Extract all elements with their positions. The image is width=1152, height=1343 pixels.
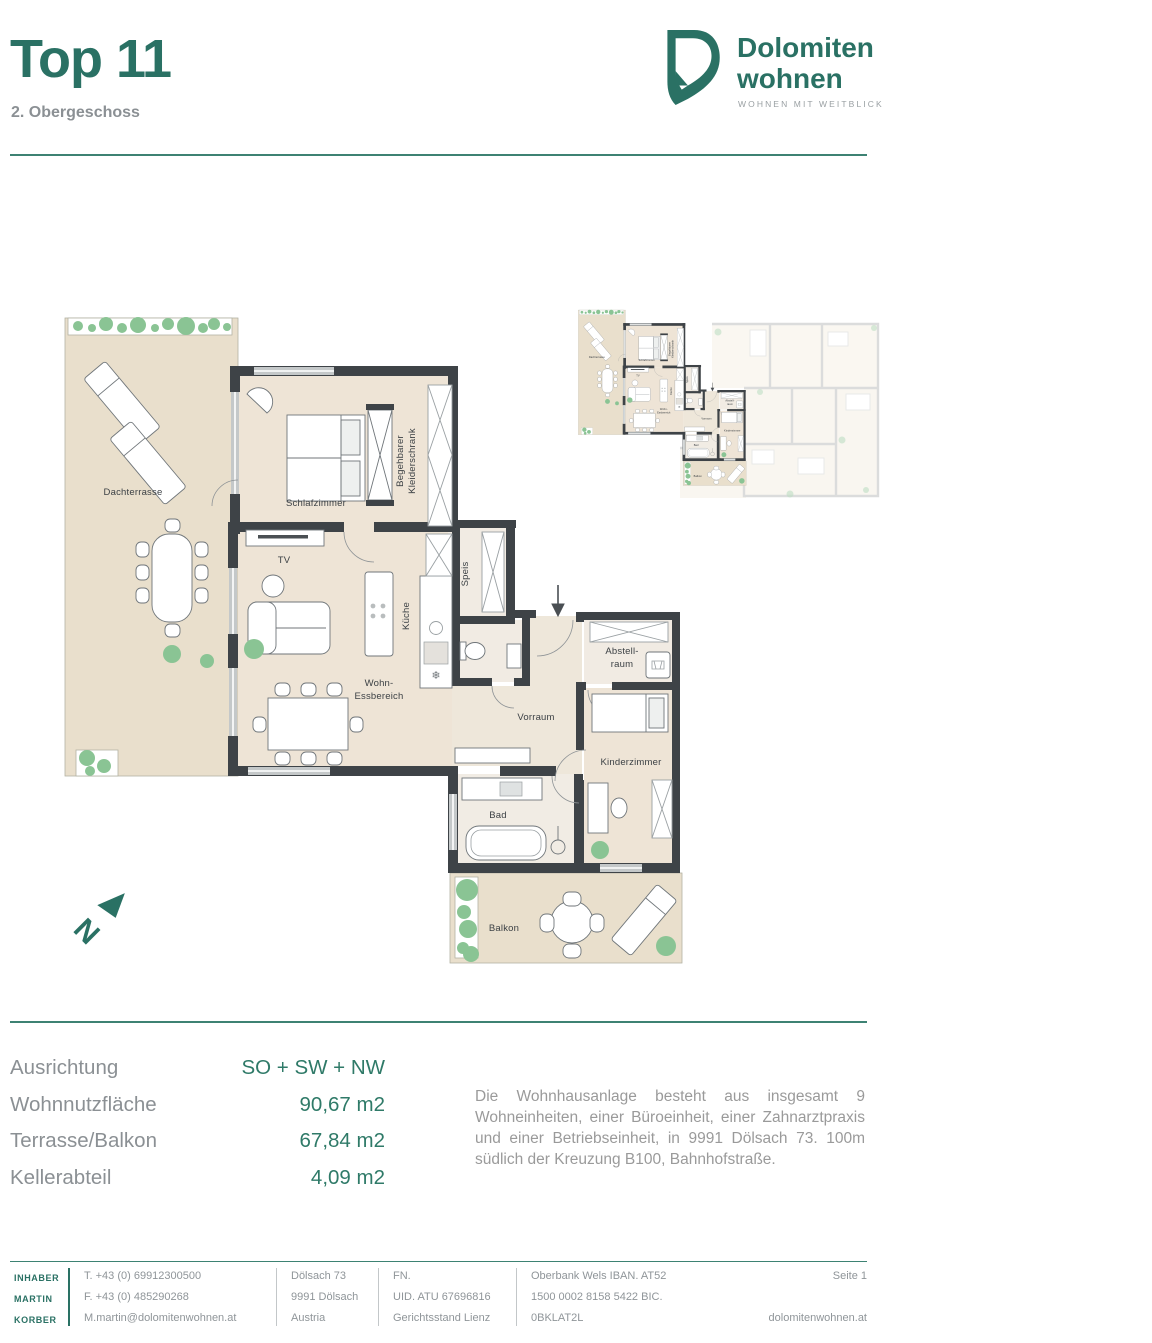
floor-subtitle: 2. Obergeschoss [11,104,140,121]
room-label-kueche: Küche [401,602,412,630]
plant [591,841,609,859]
detail-value: 67,84 m2 [299,1129,385,1152]
kitchen-island [365,572,393,656]
footer-page [767,1266,867,1329]
desk-chair [611,798,627,818]
room-label-kinderzimmer: Kinderzimmer [600,757,662,768]
detail-value: SO + SW + NW [241,1056,385,1079]
freezer-icon: ❄ [431,670,441,682]
footer-separator [516,1268,517,1326]
floor-vorraum [526,616,582,776]
wardrobe [652,780,672,838]
detail-row-wohnnutzflaeche [10,1093,385,1130]
room-label-bad: Bad [489,810,507,821]
owner-firstname: MARTIN [14,1294,53,1304]
brand-name-line1: Dolomiten [737,32,874,63]
bank-bic: 0BKLAT2L [531,1312,584,1324]
street: Dölsach 73 [291,1270,347,1282]
room-label-balkon: Balkon [488,923,520,934]
footer-owner [14,1268,59,1331]
owner-lastname: KORBER [14,1315,57,1325]
footer-legal [393,1266,491,1329]
storage-closet [590,622,668,642]
svg-text:Begehbarer: Begehbarer [395,435,406,487]
detail-value: 90,67 m2 [299,1093,385,1116]
pantry-shelf [482,532,504,612]
sink [500,782,522,796]
side-table [262,575,284,597]
detail-label: Kellerabteil [10,1166,112,1189]
room-label-tv: TV [277,555,291,566]
utility-sink [646,652,670,678]
vat-number: UID. ATU 67696816 [393,1291,491,1303]
bedroom-closet [366,404,394,506]
owner-role: INHABER [14,1273,60,1283]
desk [588,783,608,833]
page-number: Seite 1 [832,1270,867,1282]
brand-name [737,32,874,94]
svg-text:N: N [67,912,106,951]
section-divider [10,1021,867,1023]
jurisdiction: Gerichtsstand Lienz [393,1312,491,1324]
bank-iban-2: 1500 0002 8158 5422 BIC. [531,1291,663,1303]
country: Austria [291,1312,326,1324]
detail-label: Terrasse/Balkon [10,1129,157,1152]
room-dachterrasse [65,317,253,776]
email-link[interactable]: M.martin@dolomitenwohnen.at [84,1312,237,1324]
brand-logo [660,28,722,111]
entry-arrow-icon [552,585,564,616]
svg-text:Essbereich: Essbereich [354,691,404,702]
room-label-speis: Speis [460,561,471,587]
detail-row-ausrichtung [10,1056,385,1093]
page-title: Top 11 [10,29,172,89]
footer-address [291,1266,358,1329]
phone-number: T. +43 (0) 69912300500 [84,1270,202,1282]
detail-label: Ausrichtung [10,1056,119,1079]
footer-separator [68,1268,70,1326]
single-bed [592,694,668,732]
room-label-vorraum: Vorraum [517,712,555,723]
svg-text:Kleiderschrank: Kleiderschrank [407,428,418,494]
footer-divider [10,1261,867,1262]
website-link[interactable]: dolomitenwohnen.at [768,1312,867,1324]
brand-shield-icon [660,28,722,106]
sideboard [455,748,530,763]
detail-value: 4,09 m2 [310,1166,385,1189]
brand-name-line2: wohnen [737,63,843,94]
header-divider [10,154,867,156]
room-label-kleiderschrank [395,428,418,494]
footer-bank [531,1266,666,1329]
room-label-dachterrasse: Dachterrasse [103,487,163,498]
room-label-schlafzimmer: Schlafzimmer [286,498,346,509]
tv-icon [258,535,308,539]
svg-text:raum: raum [610,659,634,670]
bathtub [466,826,546,860]
footer-separator [276,1268,277,1326]
toilet [465,643,485,660]
plant [656,936,676,956]
footer-contact [84,1266,236,1329]
walkin-wardrobe [428,385,452,526]
fax-number: F. +43 (0) 485290268 [84,1291,189,1303]
washbasin [507,644,521,668]
detail-row-terrasse-balkon [10,1129,385,1166]
detail-row-kellerabteil [10,1166,385,1203]
brand-tagline: WOHNEN MIT WEITBLICK [738,99,884,109]
floor-plan [0,298,1152,976]
company-register: FN. [393,1270,411,1282]
svg-text:Wohn-: Wohn- [364,678,394,689]
detail-label: Wohnnutzfläche [10,1093,157,1116]
double-bed [287,415,365,501]
project-description: Die Wohnhausanlage besteht aus insgesamt 9 Wohneinheiten, einer Büroeinheit, einer Zahnarztpraxis und einer Betriebseinheit, in 9991 Dölsach 73. 100m südlich der Kreuzung B100, Bahnhofstraße. [475,1088,865,1168]
footer-separator [378,1268,379,1326]
bank-iban-1: Oberbank Wels IBAN. AT52 [531,1270,667,1282]
svg-text:Abstell-: Abstell- [605,646,639,657]
city: 9991 Dölsach [291,1291,359,1303]
compass-north-icon [67,885,133,951]
plant [244,639,264,659]
